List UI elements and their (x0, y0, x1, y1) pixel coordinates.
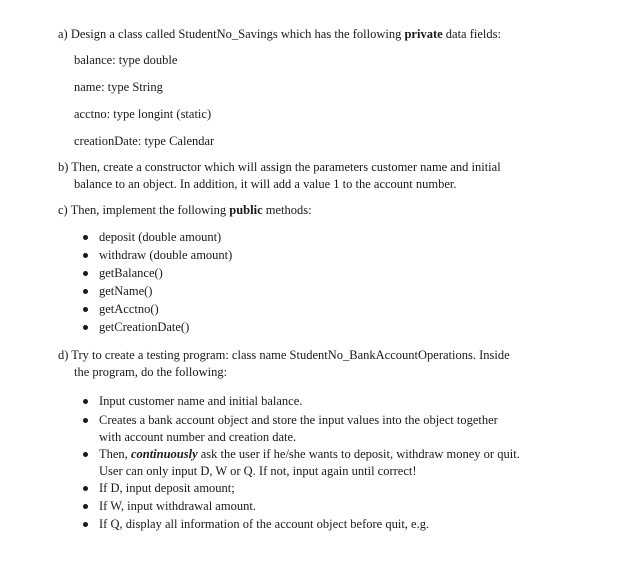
method-get-creation-date: getCreationDate() (99, 320, 190, 334)
field-creation-date: creationDate: type Calendar (74, 134, 215, 148)
bullet-icon (83, 235, 88, 240)
bullet-icon (83, 307, 88, 312)
method-deposit: deposit (double amount) (99, 230, 222, 244)
step-create-account-line1: Creates a bank account object and store the input values into the object together (99, 413, 498, 427)
field-name: name: type String (74, 80, 163, 94)
step-withdrawal: If W, input withdrawal amount. (99, 499, 256, 513)
section-d-line1: d) Try to create a testing program: class name StudentNo_BankAccountOperations. Inside (58, 348, 510, 362)
method-get-acctno: getAcctno() (99, 302, 159, 316)
section-b-line1: b) Then, create a constructor which will assign the parameters customer name and initial (58, 160, 501, 174)
section-d-line2: the program, do the following: (74, 365, 228, 379)
bullet-icon (83, 399, 88, 404)
step-quit: If Q, display all information of the account object before quit, e.g. (99, 517, 430, 531)
bullet-icon (83, 271, 88, 276)
method-withdraw: withdraw (double amount) (99, 248, 233, 262)
step-continuously-line1: Then, continuously ask the user if he/she wants to deposit, withdraw money or quit. (99, 447, 520, 461)
method-get-balance: getBalance() (99, 266, 163, 280)
field-acctno: acctno: type longint (static) (74, 107, 212, 121)
section-a-intro: a) Design a class called StudentNo_Savings which has the following private data fields: (58, 27, 501, 41)
step-input-customer: Input customer name and initial balance. (99, 394, 303, 408)
step-continuously-line2: User can only input D, W or Q. If not, input again until correct! (99, 464, 417, 478)
field-balance: balance: type double (74, 53, 178, 67)
bullet-icon (83, 452, 88, 457)
bullet-icon (83, 325, 88, 330)
bullet-icon (83, 253, 88, 258)
section-b-line2: balance to an object. In addition, it will add a value 1 to the account number. (74, 177, 457, 191)
section-c-intro: c) Then, implement the following public methods: (58, 203, 312, 217)
bullet-icon (83, 289, 88, 294)
step-deposit: If D, input deposit amount; (99, 481, 235, 495)
bullet-icon (83, 522, 88, 527)
bullet-icon (83, 504, 88, 509)
method-get-name: getName() (99, 284, 153, 298)
step-create-account-line2: with account number and creation date. (99, 430, 297, 444)
bullet-icon (83, 486, 88, 491)
bullet-icon (83, 418, 88, 423)
